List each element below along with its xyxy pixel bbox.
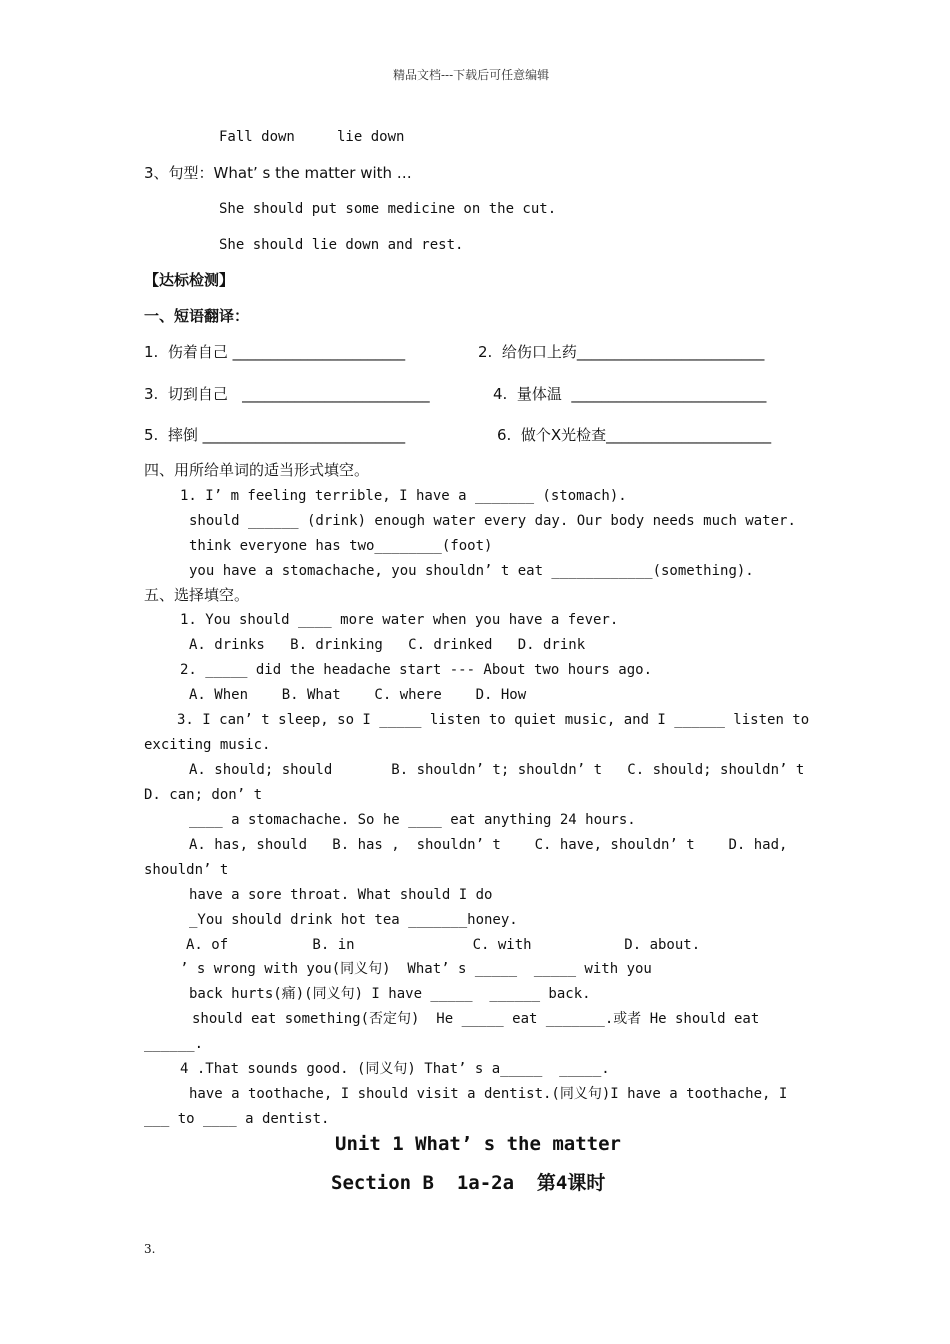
text-line: 3、句型：What’ s the matter with …: [144, 164, 412, 182]
text-line: shouldn’ t: [144, 862, 229, 878]
translation-item: 4. 量体温 __________________________: [493, 385, 767, 403]
translation-item: 1. 伤着自己 _______________________: [144, 343, 406, 361]
text-line: 1. I’ m feeling terrible, I have a _______ (stomach).: [180, 488, 627, 504]
translation-item: 5. 摔倒 ___________________________: [144, 426, 406, 444]
section-heading: 一、短语翻译：: [144, 307, 250, 325]
text-line: A. should; should B. shouldn’ t; shouldn’ t C. should; shouldn’ t: [189, 762, 805, 778]
text-line: A. When B. What C. where D. How: [189, 687, 527, 703]
text-line: ____ a stomachache. So he ____ eat anything 24 hours.: [189, 812, 636, 828]
text-line: A. drinks B. drinking C. drinked D. drink: [189, 637, 586, 653]
text-line: D. can; don’ t: [144, 787, 263, 803]
section-title: Section B 1a-2a 第4课时: [331, 1172, 606, 1194]
text-line: you have a stomachache, you shouldn’ t eat ____________(something).: [189, 563, 754, 579]
text-line: Fall down lie down: [219, 129, 405, 145]
text-line: ______.: [144, 1036, 204, 1052]
translation-item: 3. 切到自己 _________________________: [144, 385, 430, 403]
translation-item: 6. 做个X光检查______________________: [497, 426, 772, 444]
section-heading: 五、选择填空。: [144, 586, 250, 604]
text-line: should eat something(否定句) He _____ eat _______.或者 He should eat: [192, 1011, 760, 1027]
section-heading: 【达标检测】: [144, 271, 235, 289]
text-line: 3. I can’ t sleep, so I _____ listen to quiet music, and I ______ listen to: [177, 712, 810, 728]
text-line: back hurts(痛)(同义句) I have _____ ______ back.: [189, 986, 591, 1002]
text-line: A. of B. in C. with D. about.: [186, 937, 701, 953]
text-line: 1. You should ____ more water when you have a fever.: [180, 612, 619, 628]
section-heading: 四、用所给单词的适当形式填空。: [144, 461, 370, 479]
text-line: should ______ (drink) enough water every day. Our body needs much water.: [189, 513, 796, 529]
page-number: 3.: [144, 1242, 156, 1256]
text-line: A. has, should B. has , shouldn’ t C. have, shouldn’ t D. had,: [189, 837, 788, 853]
text-line: have a toothache, I should visit a dentist.(同义句)I have a toothache, I: [189, 1086, 788, 1102]
text-line: She should lie down and rest.: [219, 237, 464, 253]
text-line: 2. _____ did the headache start --- About two hours ago.: [180, 662, 653, 678]
text-line: _You should drink hot tea _______honey.: [189, 912, 518, 928]
text-line: She should put some medicine on the cut.: [219, 201, 557, 217]
text-line: have a sore throat. What should I do: [189, 887, 493, 903]
text-line: 4 .That sounds good. (同义句) That’ s a_____ _____.: [180, 1061, 610, 1077]
unit-title: Unit 1 What’ s the matter: [335, 1133, 621, 1155]
translation-item: 2. 给伤口上药_________________________: [478, 343, 765, 361]
page-header: 精品文档---下载后可任意编辑: [393, 68, 550, 82]
text-line: ___ to ____ a dentist.: [144, 1111, 330, 1127]
text-line: ’ s wrong with you(同义句) What’ s _____ _____ with you: [180, 961, 652, 977]
text-line: think everyone has two________(foot): [189, 538, 493, 554]
text-line: exciting music.: [144, 737, 271, 753]
